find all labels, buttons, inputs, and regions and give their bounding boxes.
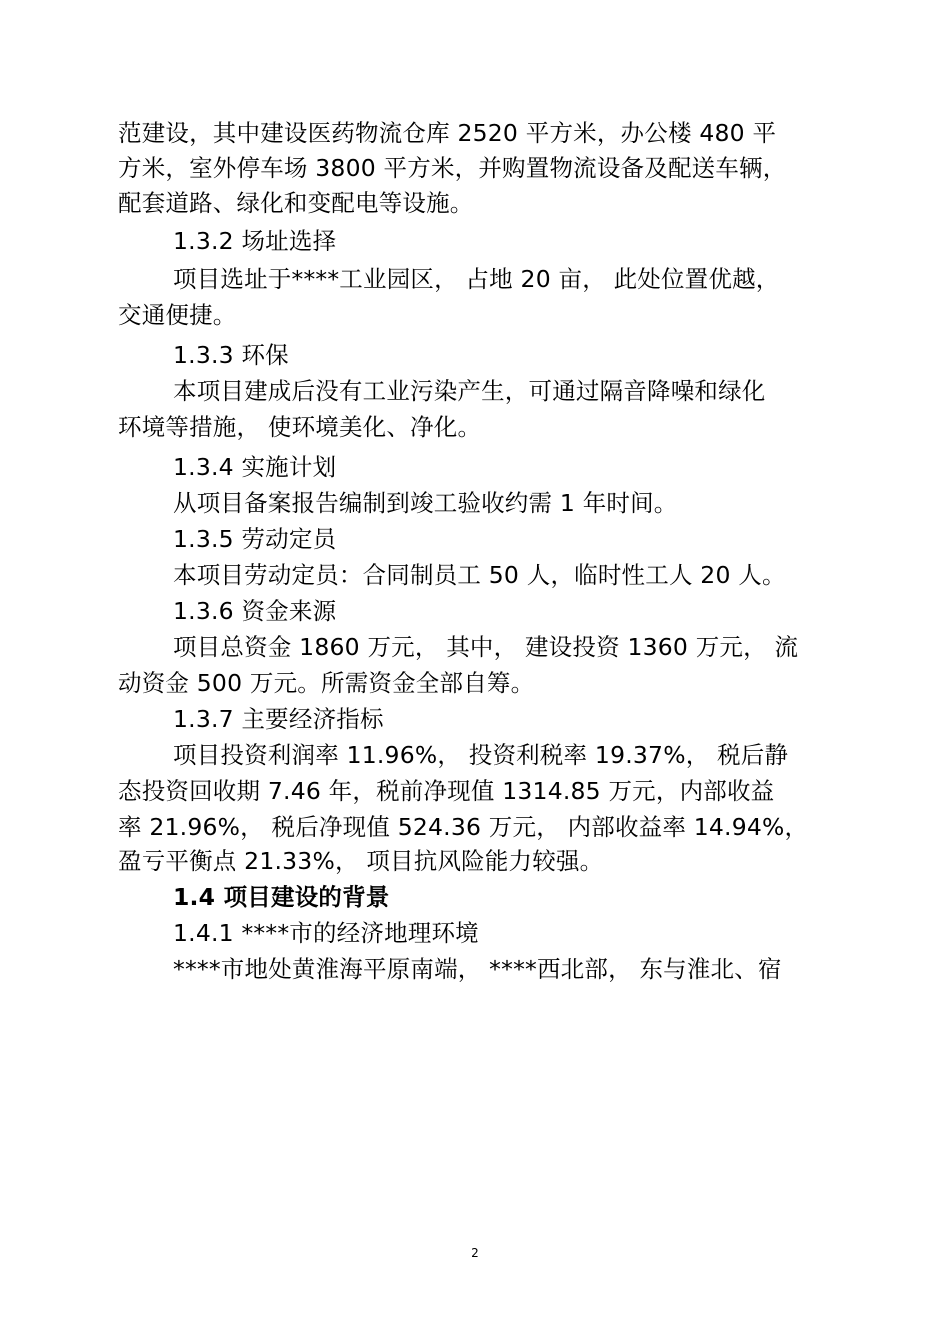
section-heading-1-4-1: 1.4.1 ****市的经济地理环境 xyxy=(173,919,479,947)
paragraph-line: 范建设，其中建设医药物流仓库 2520 平方米，办公楼 480 平 xyxy=(118,119,777,147)
section-heading-1-3-6: 1.3.6 资金来源 xyxy=(173,597,337,625)
page-number: 2 xyxy=(471,1246,479,1260)
paragraph-line: 率 21.96%， 税后净现值 524.36 万元， 内部收益率 14.94%， xyxy=(118,813,809,841)
section-heading-1-3-4: 1.3.4 实施计划 xyxy=(173,453,337,481)
section-heading-1-4: 1.4 项目建设的背景 xyxy=(173,883,390,911)
section-heading-1-3-2: 1.3.2 场址选择 xyxy=(173,227,337,255)
paragraph-line: 配套道路、绿化和变配电等设施。 xyxy=(118,189,474,217)
paragraph-line: 项目选址于****工业园区， 占地 20 亩， 此处位置优越， xyxy=(173,265,780,293)
paragraph-line: 环境等措施， 使环境美化、净化。 xyxy=(118,413,482,441)
paragraph-line: 项目投资利润率 11.96%， 投资利税率 19.37%， 税后静 xyxy=(173,741,789,769)
paragraph-line: 态投资回收期 7.46 年，税前净现值 1314.85 万元，内部收益 xyxy=(118,777,775,805)
paragraph-line: 本项目劳动定员：合同制员工 50 人，临时性工人 20 人。 xyxy=(173,561,786,589)
section-heading-1-3-7: 1.3.7 主要经济指标 xyxy=(173,705,384,733)
paragraph-line: 方米，室外停车场 3800 平方米，并购置物流设备及配送车辆， xyxy=(118,154,787,182)
paragraph-line: 项目总资金 1860 万元， 其中， 建设投资 1360 万元， 流 xyxy=(173,633,799,661)
paragraph-line: 交通便捷。 xyxy=(118,301,237,329)
paragraph-line: 本项目建成后没有工业污染产生，可通过隔音降噪和绿化 xyxy=(173,377,766,405)
paragraph-line: 动资金 500 万元。所需资金全部自筹。 xyxy=(118,669,535,697)
section-heading-1-3-5: 1.3.5 劳动定员 xyxy=(173,525,337,553)
section-heading-1-3-3: 1.3.3 环保 xyxy=(173,341,289,369)
paragraph-line: ****市地处黄淮海平原南端， ****西北部， 东与淮北、宿 xyxy=(173,955,782,983)
paragraph-line: 盈亏平衡点 21.33%， 项目抗风险能力较强。 xyxy=(118,847,604,875)
paragraph-line: 从项目备案报告编制到竣工验收约需 1 年时间。 xyxy=(173,489,678,517)
